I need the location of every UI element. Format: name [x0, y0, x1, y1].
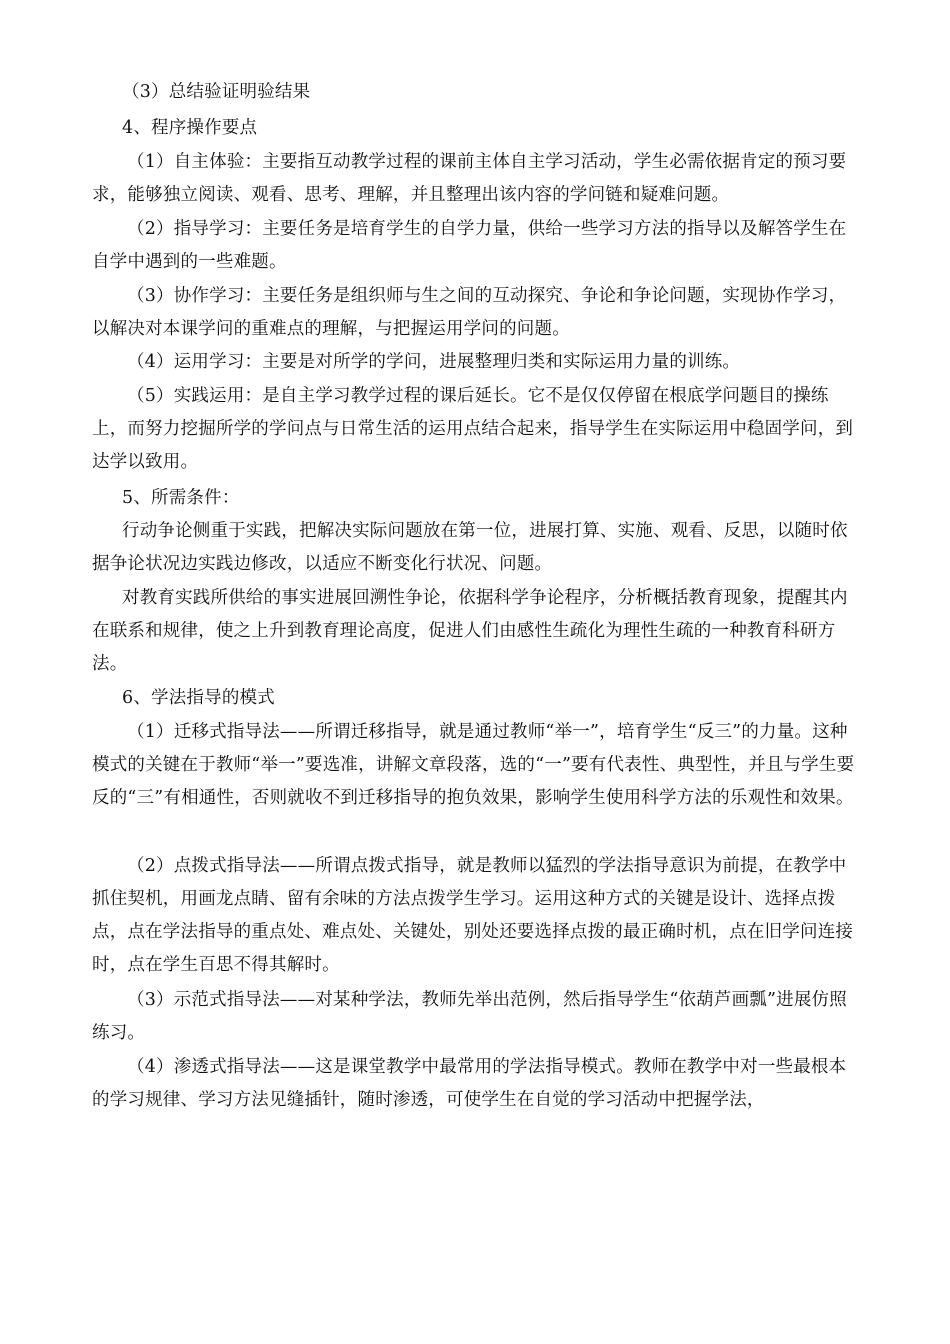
paragraph-demonstration-guidance: （3）示范式指导法——对某种学法，教师先举出范例，然后指导学生“依葫芦画瓢”进展仿照练习。	[92, 990, 847, 1043]
paragraph-guided-learning: （2）指导学习：主要任务是培育学生的自学力量，供给一些学习方法的指导以及解答学生在自学中遇到的一些难题。	[92, 219, 847, 272]
paragraph-summary-step: （3）总结验证明验结果	[122, 82, 311, 102]
paragraph-applied-learning: （4）运用学习：主要是对所学的学问，进展整理归类和实际运用力量的训练。	[127, 352, 741, 372]
paragraph-transfer-guidance: （1）迁移式指导法——所谓迁移指导，就是通过教师“举一”，培育学生“反三”的力量。这种模式的关键在于教师“举一”要选准，讲解文章段落，选的“一”要有代表性、典型性，并且与学生要反的“三”有相通性，否则就收不到迁移指导的抱负效果，影响学生使用科学方法的乐观性和效果。	[92, 722, 855, 808]
heading-procedure-points: 4、程序操作要点	[122, 118, 258, 138]
paragraph-retrospective-research: 对教育实践所供给的事实进展回溯性争论，依据科学争论程序，分析概括教育现象，提醒其内在联系和规律，使之上升到教育理论高度，促进人们由感性生疏化为理性生疏的一种教育科研方法。	[92, 588, 848, 674]
heading-study-guidance-modes: 6、学法指导的模式	[122, 688, 275, 708]
paragraph-prompting-guidance: （2）点拨式指导法——所谓点拨式指导，就是教师以猛烈的学法指导意识为前提，在教学中抓住契机，用画龙点睛、留有余味的方法点拨学生学习。运用这种方式的关键是设计、选择点拨点，点在学法指导的重点处、难点处、关键处，别处还要选择点拨的最正确时机，点在旧学问连接时，点在学生百思不得其解时。	[92, 856, 854, 975]
paragraph-cooperative-learning: （3）协作学习：主要任务是组织师与生之间的互动探究、争论和争论问题，实现协作学习，以解决对本课学问的重难点的理解，与把握运用学问的问题。	[92, 286, 847, 339]
paragraph-permeation-guidance: （4）渗透式指导法——这是课堂教学中最常用的学法指导模式。教师在教学中对一些最根本的学习规律、学习方法见缝插针，随时渗透，可使学生在自觉的学习活动中把握学法，	[92, 1057, 847, 1110]
heading-required-conditions: 5、所需条件：	[122, 488, 240, 508]
paragraph-action-research: 行动争论侧重于实践，把解决实际问题放在第一位，进展打算、实施、观看、反思，以随时依据争论状况边实践边修改，以适应不断变化行状况、问题。	[92, 521, 848, 574]
paragraph-practice-application: （5）实践运用：是自主学习教学过程的课后延长。它不是仅仅停留在根底学问题目的操练上，而努力挖掘所学的学问点与日常生活的运用点结合起来，指导学生在实际运用中稳固学问，到达学以致用。	[92, 386, 854, 472]
paragraph-self-experience: （1）自主体验：主要指互动教学过程的课前主体自主学习活动，学生必需依据肯定的预习要求，能够独立阅读、观看、思考、理解，并且整理出该内容的学问链和疑难问题。	[92, 152, 847, 205]
